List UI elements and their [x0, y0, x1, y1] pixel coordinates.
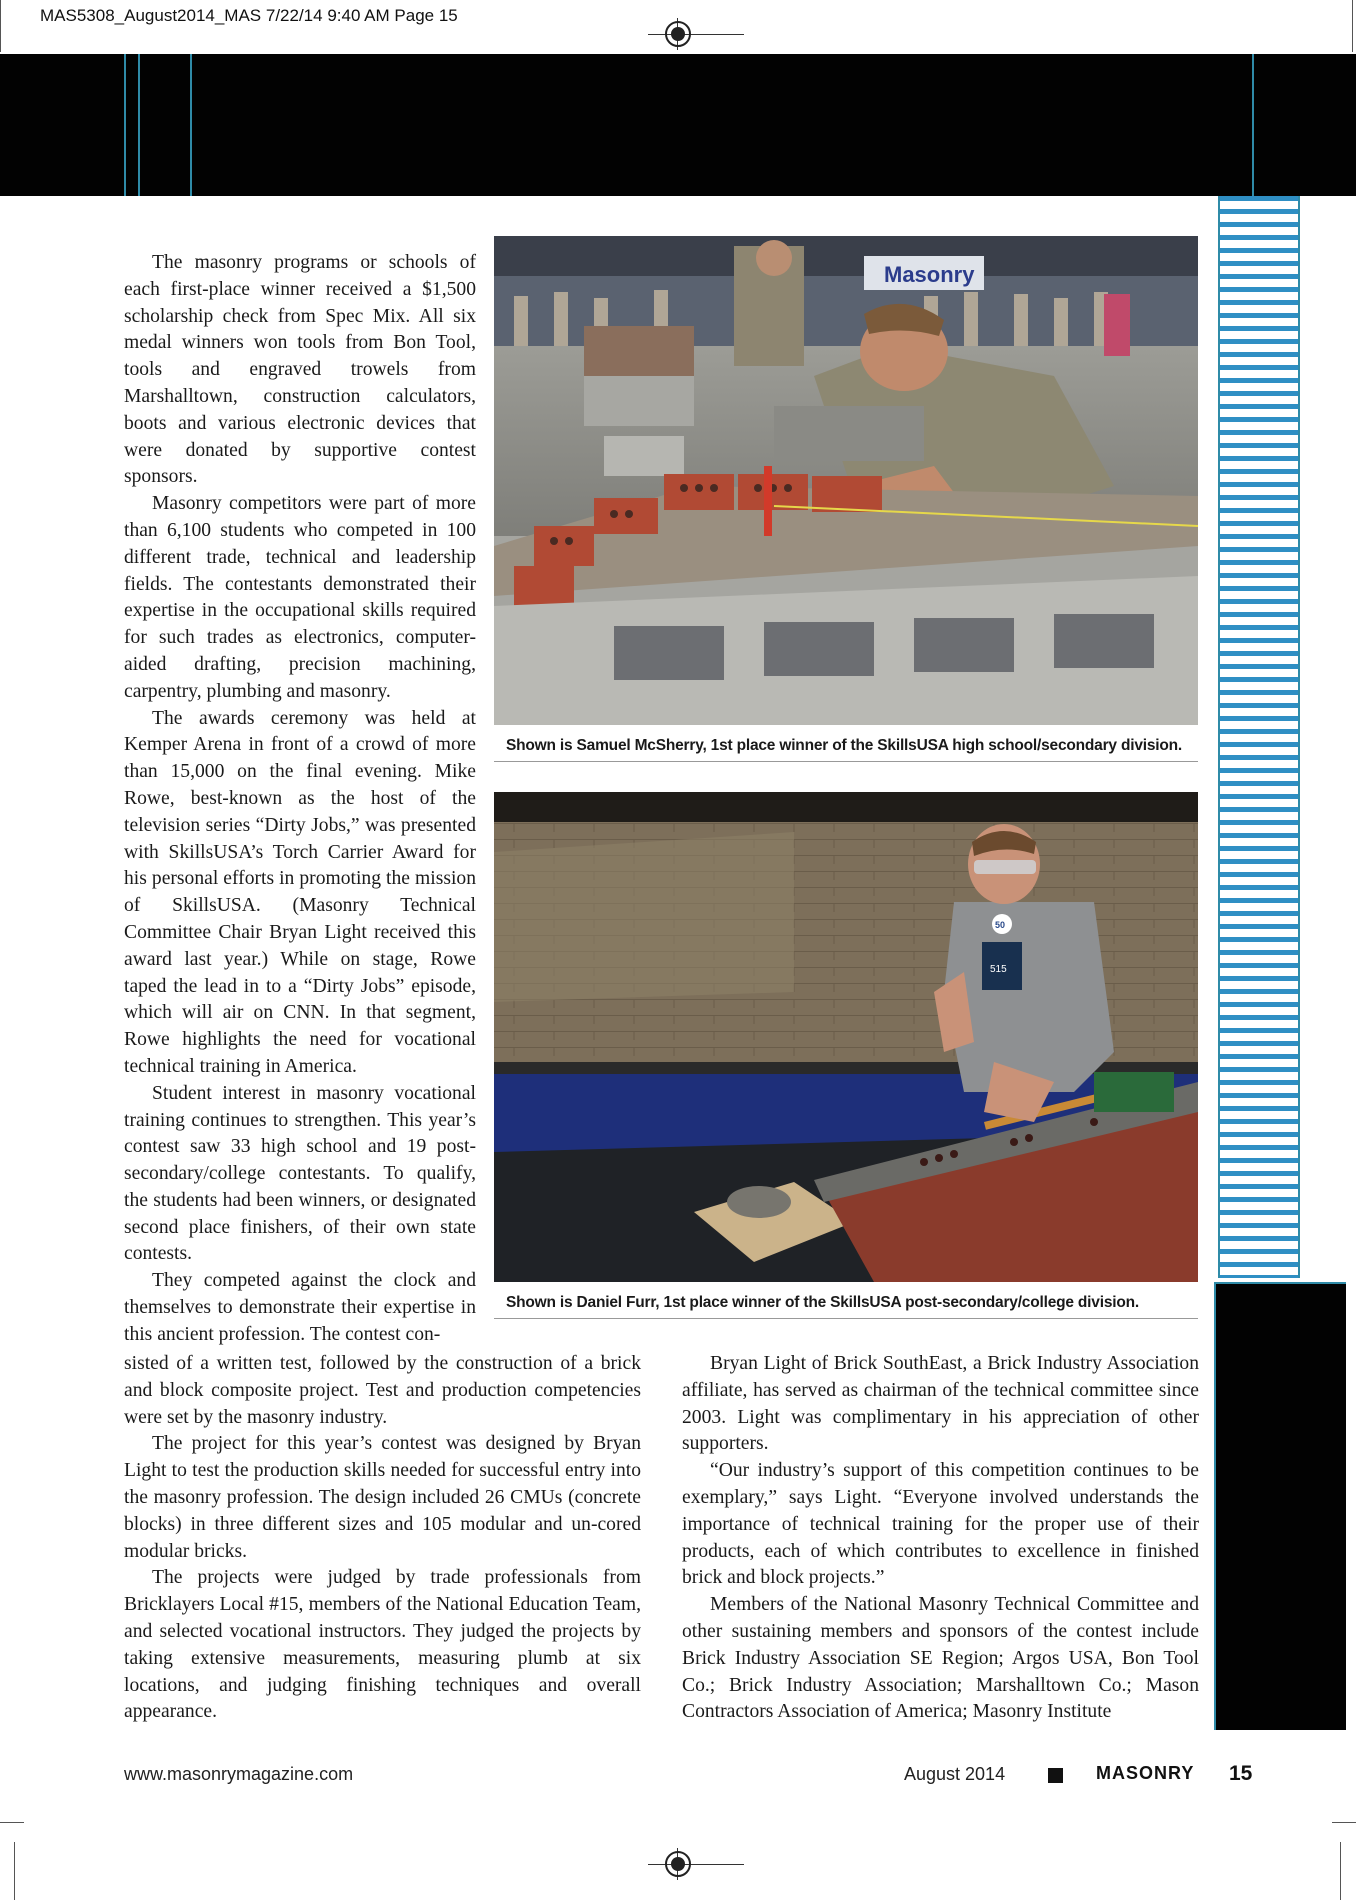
crop-mark [1340, 1842, 1341, 1900]
header-band [0, 54, 1356, 196]
article-paragraph: They competed against the clock and themselves to demonstrate their expertise in this ancient profession. The contest con- [124, 1270, 476, 1345]
photo-2-caption: Shown is Daniel Furr, 1st place winner of the SkillsUSA post-secondary/college division. [506, 1294, 1139, 1311]
footer-square-icon [1048, 1768, 1063, 1783]
photo-daniel-furr [494, 792, 1198, 1282]
crop-mark [0, 0, 1, 52]
photo-1-caption: Shown is Samuel McSherry, 1st place winner of the SkillsUSA high school/secondary division. [506, 737, 1183, 754]
band-rule [190, 54, 192, 196]
photo-banner-text: Masonry [884, 262, 975, 287]
crop-mark [1332, 1822, 1356, 1823]
photo-1-image [494, 236, 1198, 725]
band-rule [124, 54, 126, 196]
article-paragraph: The masonry programs or schools of each first-place winner received a $1,500 scholarship check from Spec Mix. All six medal winners won tools from Bon Tool, tools and engraved trowels from Marshalltown, construction calculators, boots and various electronic devices that were donated by supportive contest sponsors. [124, 252, 476, 488]
article-paragraph: Masonry competitors were part of more than 6,100 students who competed in 100 different trade, technical and leadership fields. The contestants demonstrated their expertise in the occupational skills required for such trades as electronics, computer-aided drafting, precision machining, carpentry, plumbing and masonry. [124, 493, 476, 702]
side-stripes [1218, 196, 1300, 1278]
crop-mark [1352, 0, 1353, 52]
registration-mark-top [665, 21, 691, 47]
footer-date: August 2014 [904, 1764, 1006, 1784]
footer-url: www.masonrymagazine.com [124, 1764, 354, 1784]
article-paragraph: sisted of a written test, followed by the construction of a brick and block composite project. Test and production competencies were set by the masonry industry. [124, 1353, 641, 1428]
caption-rule [494, 761, 1198, 762]
print-slug: MAS5308_August2014_MAS 7/22/14 9:40 AM Page 15 [40, 6, 458, 25]
article-paragraph: “Our industry’s support of this competition continues to be exemplary,” says Light. “Everyone involved understands the importance of technical training for the proper use of their products, each of which contributes to excellence in finished brick and block projects.” [682, 1460, 1199, 1589]
article-paragraph: Student interest in masonry vocational training continues to strengthen. This year’s contest saw 33 high school and 19 post-secondary/college contestants. To qualify, the students had been winners, or designated second place finishers, of their own state contests. [124, 1082, 476, 1265]
page-number: 15 [1229, 1762, 1253, 1785]
article-column-narrow [124, 250, 476, 1349]
crop-mark [0, 1822, 24, 1823]
article-column-bottom-left [124, 1351, 641, 1726]
article-paragraph: Bryan Light of Brick SouthEast, a Brick Industry Association affiliate, has served as chairman of the technical committee since 2003. Light was complimentary in his appreciation of other supporters. [682, 1353, 1199, 1455]
crop-mark [14, 1842, 15, 1900]
band-rule [138, 54, 140, 196]
photo-samuel-mcsherry [494, 236, 1198, 725]
photo-logo-text: 50 [995, 920, 1006, 930]
band-rule [1252, 54, 1254, 196]
footer-brand: MASONRY [1096, 1763, 1195, 1783]
article-column-bottom-right [682, 1351, 1199, 1726]
photo-2-image [494, 792, 1198, 1282]
photo-badge-text: 515 [990, 964, 1007, 975]
article-paragraph: Members of the National Masonry Technical Committee and other sustaining members and sponsors of the contest include Brick Industry Association SE Region; Argos USA, Bon Tool Co.; Brick Industry Association; Marshalltown Co.; Mason Contractors Association of America; Masonry Institute [682, 1594, 1199, 1723]
registration-line-top [648, 34, 744, 35]
caption-rule [494, 1318, 1198, 1319]
registration-line-bottom [648, 1864, 744, 1865]
article-paragraph: The project for this year’s contest was designed by Bryan Light to test the production skills needed for successful entry into the masonry profession. The design included 26 CMUs (concrete blocks) in three different sizes and 105 modular and un-cored modular bricks. [124, 1433, 641, 1562]
side-block [1214, 1282, 1346, 1730]
article-paragraph: The awards ceremony was held at Kemper Arena in front of a crowd of more than 15,000 on the final evening. Mike Rowe, best-known as the host of the television series “Dirty Jobs,” was presented with SkillsUSA’s Torch Carrier Award for his personal efforts in promoting the mission of SkillsUSA. (Masonry Technical Committee Chair Bryan Light received this award last year.) While on stage, Rowe taped the lead in to a “Dirty Jobs” episode, which will air on CNN. In that segment, Rowe highlights the need for vocational technical training in America. [124, 707, 476, 1077]
registration-mark-bottom [665, 1851, 691, 1877]
article-paragraph: The projects were judged by trade professionals from Bricklayers Local #15, members of the National Education Team, and selected vocational instructors. They judged the projects by taking extensive measurements, measuring plumb at six locations, and judging finishing techniques and overall appearance. [124, 1567, 641, 1723]
